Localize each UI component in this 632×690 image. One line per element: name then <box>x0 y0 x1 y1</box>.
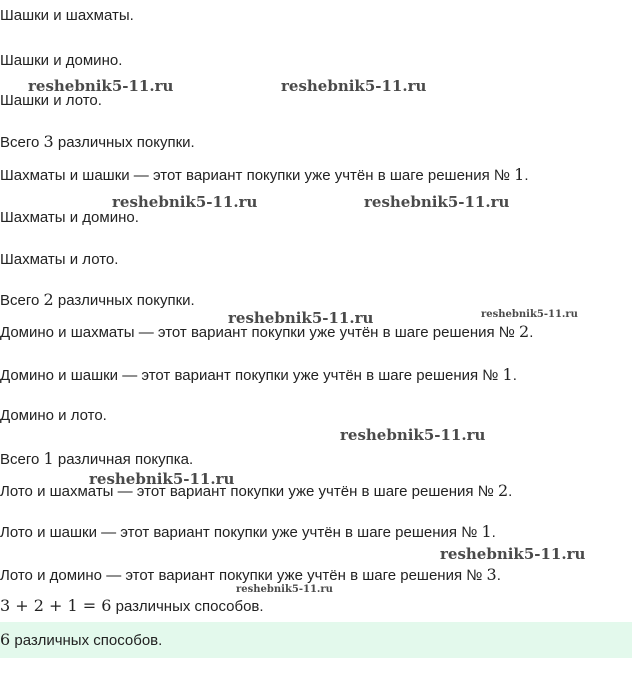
line-text: Шахматы и лото. <box>0 251 119 268</box>
line-prefix: Домино и шахматы — этот вариант покупки уже учтён в шаге решения № <box>0 324 520 341</box>
math-number: 2 <box>497 481 509 500</box>
line-suffix: . <box>524 167 529 184</box>
math-number: 3 <box>43 132 54 151</box>
watermark: reshebnik5-11.ru <box>28 77 174 95</box>
answer-label: различных способов. <box>10 632 163 649</box>
line-text: Домино и лото. <box>0 407 107 424</box>
line-prefix: Всего <box>0 292 44 309</box>
text-line <box>0 209 139 227</box>
line-text: Шашки и шахматы. <box>0 7 134 24</box>
text-line <box>0 251 118 269</box>
watermark: reshebnik5-11.ru <box>440 545 586 563</box>
line-suffix: различных способов. <box>111 598 264 615</box>
line-prefix: Лото и домино — этот вариант покупки уже учтён в шаге решения № <box>0 567 487 584</box>
line-suffix: различных покупки. <box>53 292 195 309</box>
text-line <box>0 366 517 385</box>
text-line <box>0 52 122 70</box>
watermark: reshebnik5-11.ru <box>236 584 333 595</box>
math-number: 2 <box>43 290 54 309</box>
watermark: reshebnik5-11.ru <box>364 193 510 211</box>
math-number: 1 <box>481 522 492 541</box>
text-line <box>0 566 501 585</box>
line-suffix: . <box>491 524 496 541</box>
line-text: Шашки и лото. <box>0 92 102 109</box>
line-prefix: Шахматы и шашки — этот вариант покупки уже учтён в шаге решения № <box>0 167 515 184</box>
watermark: reshebnik5-11.ru <box>481 309 578 320</box>
text-line <box>0 7 134 25</box>
text-line <box>0 523 496 542</box>
line-prefix: Домино и шашки — этот вариант покупки уже учтён в шаге решения № <box>0 367 503 384</box>
line-text: Шахматы и домино. <box>0 209 139 226</box>
total-line <box>0 597 264 616</box>
answer-number: 6 <box>0 630 11 649</box>
text-line <box>0 482 512 501</box>
line-suffix: . <box>496 567 501 584</box>
watermark: reshebnik5-11.ru <box>228 309 374 327</box>
line-suffix: . <box>529 324 534 341</box>
math-number: 1 <box>514 165 525 184</box>
summary-line <box>0 450 193 469</box>
line-prefix: Лото и шахматы — этот вариант покупки уже учтён в шаге решения № <box>0 483 498 500</box>
math-number: 1 <box>502 365 513 384</box>
math-number: 3 <box>486 565 497 584</box>
watermark: reshebnik5-11.ru <box>112 193 258 211</box>
line-prefix: Всего <box>0 134 44 151</box>
watermark: reshebnik5-11.ru <box>340 426 486 444</box>
line-suffix: . <box>508 483 513 500</box>
summary-line <box>0 133 195 152</box>
math-number: 1 <box>43 449 54 468</box>
summary-line <box>0 291 195 310</box>
line-suffix: различных покупки. <box>53 134 195 151</box>
math-number: 2 <box>519 322 530 341</box>
math-formula: 3 + 2 + 1 = 6 <box>0 596 112 615</box>
text-line <box>0 407 107 425</box>
line-prefix: Лото и шашки — этот вариант покупки уже учтён в шаге решения № <box>0 524 482 541</box>
line-suffix: различная покупка. <box>53 451 194 468</box>
line-text: Шашки и домино. <box>0 52 123 69</box>
line-prefix: Всего <box>0 451 44 468</box>
line-suffix: . <box>512 367 517 384</box>
watermark: reshebnik5-11.ru <box>89 470 235 488</box>
answer-text <box>0 631 162 650</box>
watermark: reshebnik5-11.ru <box>281 77 427 95</box>
text-line <box>0 166 528 185</box>
